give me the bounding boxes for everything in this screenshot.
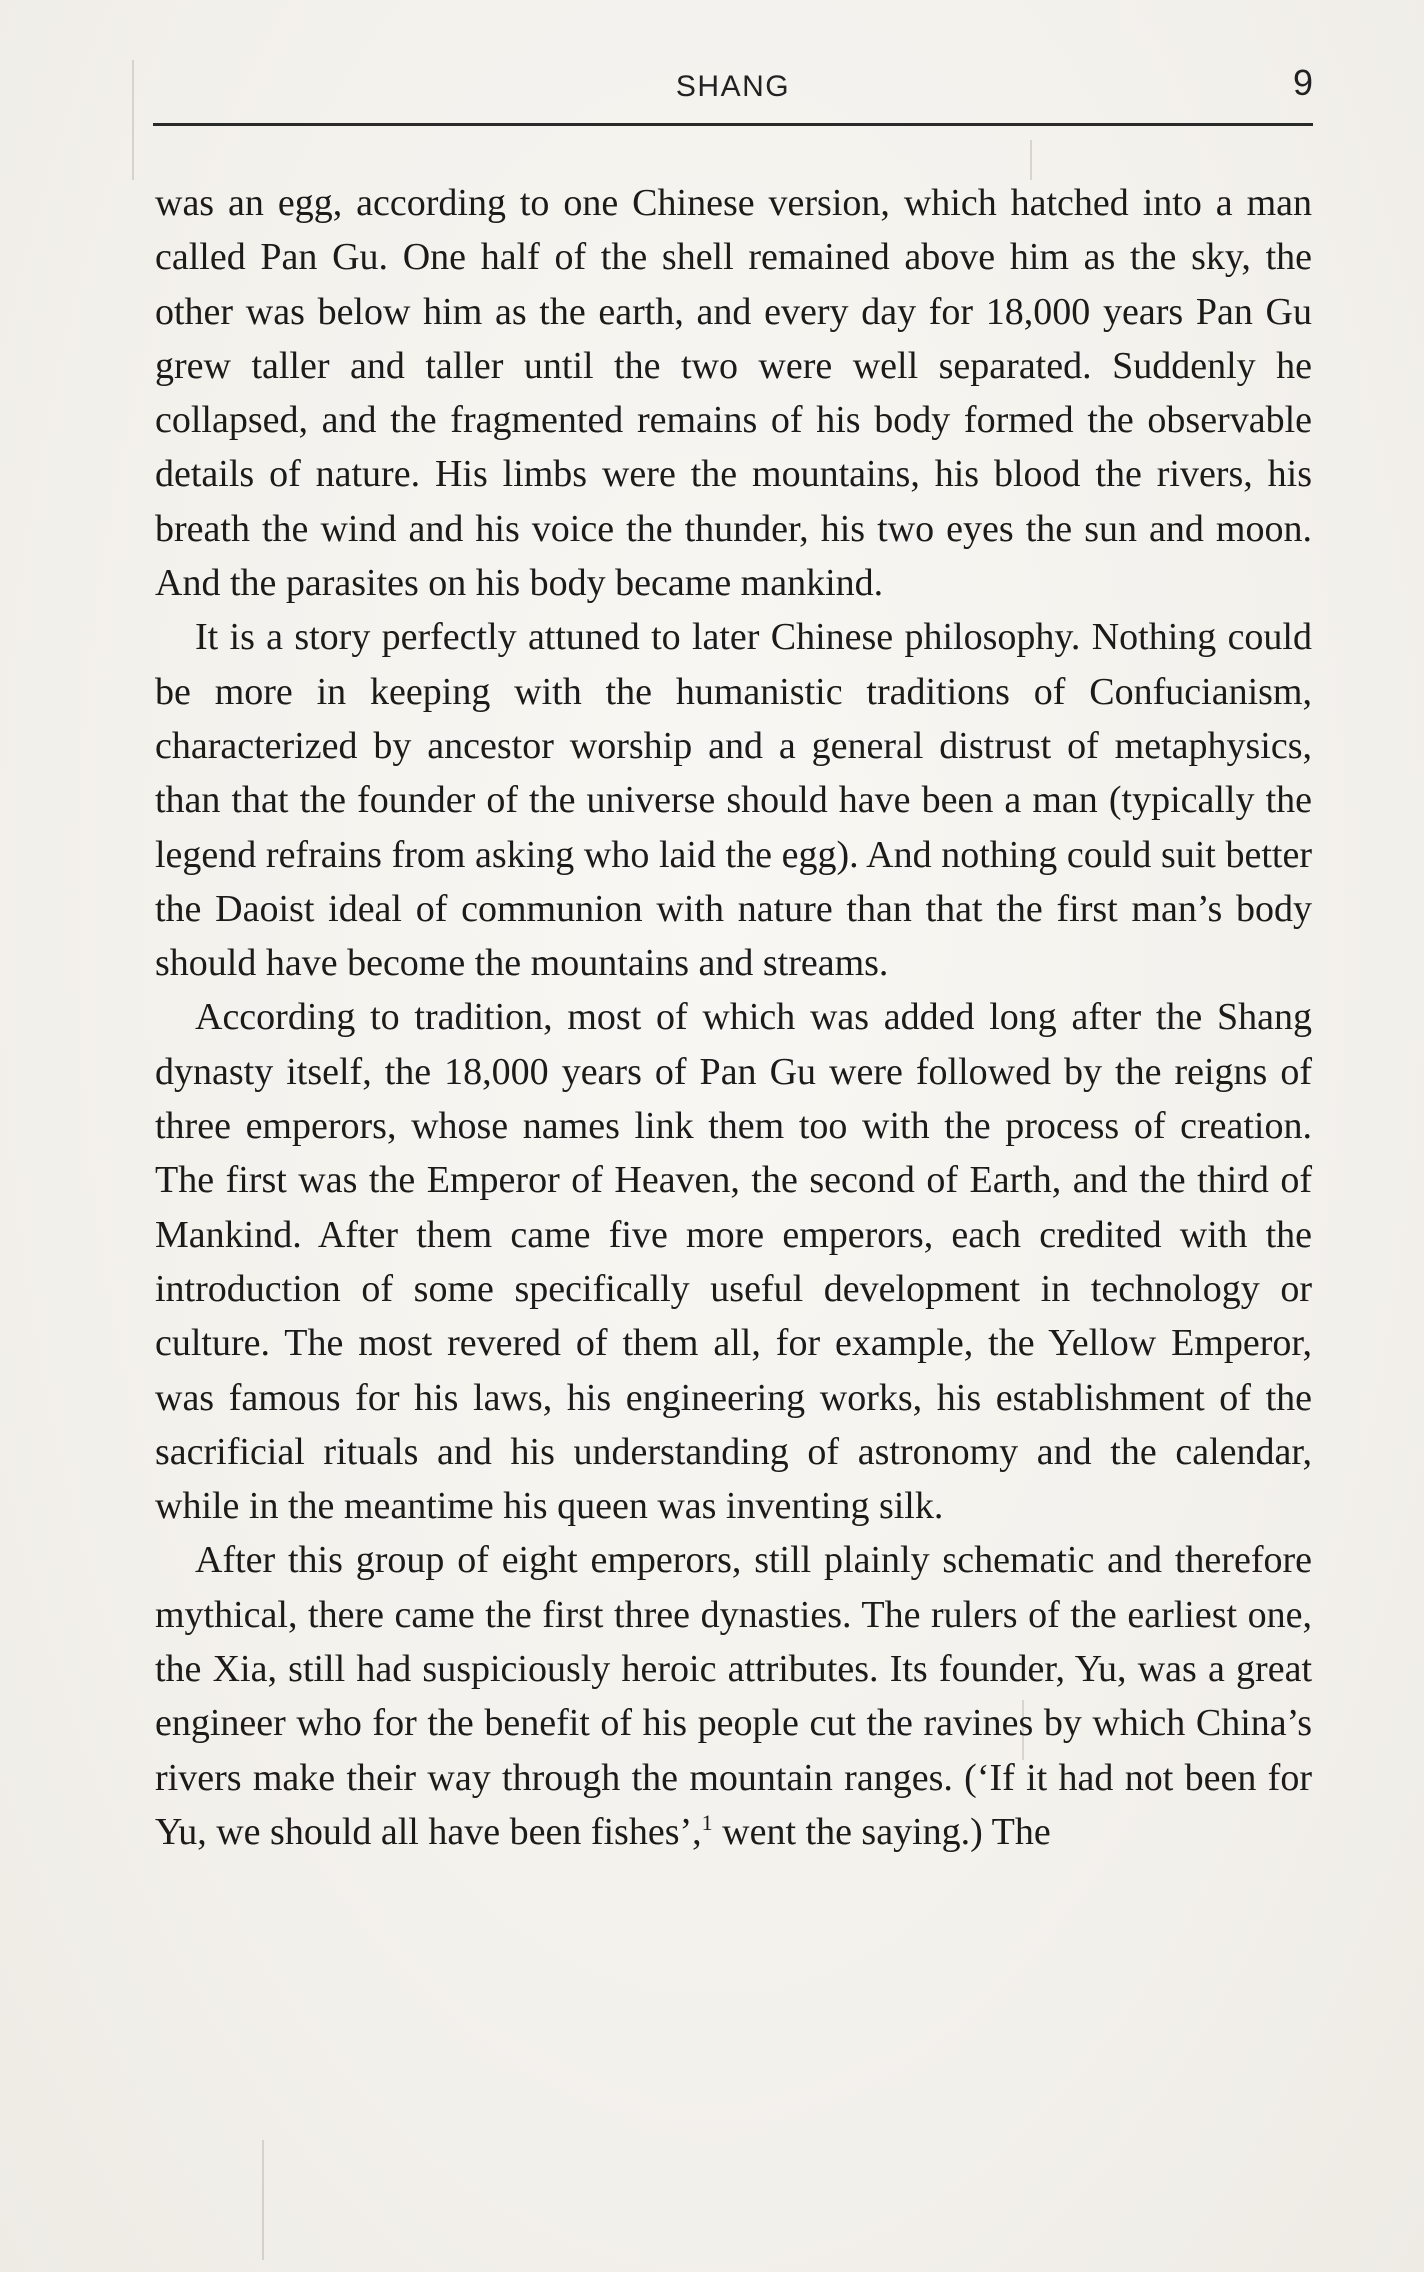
paragraph: was an egg, according to one Chinese version, which hatched into a man called Pan Gu. One half of the shell remained above him as the sky, the other was below him as the earth, and every day for 18,000 years Pan Gu grew taller and taller until the two were well separated. Suddenly he collapsed, and the fragmented remains of his body formed the observable details of nature. His limbs were the mountains, his blood the rivers, his breath the wind and his voice the thunder, his two eyes the sun and moon. And the parasites on his body became mankind. xyxy=(155,182,1312,605)
body-text xyxy=(155,176,1312,1859)
paragraph xyxy=(155,1533,1312,1859)
paragraph-tail: went the saying.) The xyxy=(712,1810,1051,1853)
page-number: 9 xyxy=(1292,62,1313,103)
paragraph-text: After this group of eight emperors, still plainly schematic and therefore mythical, there came the first three dynasties. The rulers of the earliest one, the Xia, still had suspiciously heroic attributes. Its founder, Yu, was a great engineer who for the benefit of his people cut the ravines by which China’s rivers make their way through the mountain ranges. (‘If it had not been for Yu, we should all have been fishes’, xyxy=(155,1539,1312,1853)
page-crease xyxy=(132,60,134,180)
running-head xyxy=(153,58,1313,118)
page-crease xyxy=(262,2140,264,2260)
page-crease xyxy=(1030,140,1032,180)
header-rule xyxy=(153,123,1313,126)
paragraph: It is a story perfectly attuned to later Chinese philosophy. Nothing could be more in keeping with the humanistic traditions of Confucianism, characterized by ancestor worship and a general distrust of metaphysics, than that the founder of the universe should have been a man (typically the legend refrains from asking who laid the egg). And nothing could suit better the Daoist ideal of communion with nature than that the first man’s body should have become the mountains and streams. xyxy=(155,616,1312,985)
paragraph: According to tradition, most of which was added long after the Shang dynasty itself, the 18,000 years of Pan Gu were followed by the reigns of three emperors, whose names link them too with the process of creation. The first was the Emperor of Heaven, the second of Earth, and the third of Mankind. After them came five more emperors, each credited with the introduction of some specifically useful development in technology or culture. The most revered of them all, for example, the Yellow Emperor, was famous for his laws, his engineering works, his establishment of the sacrificial rituals and his understanding of astronomy and the calendar, while in the meantime his queen was inventing silk. xyxy=(155,996,1312,1528)
running-title: SHANG xyxy=(675,70,791,103)
footnote-marker[interactable]: 1 xyxy=(701,1809,713,1835)
